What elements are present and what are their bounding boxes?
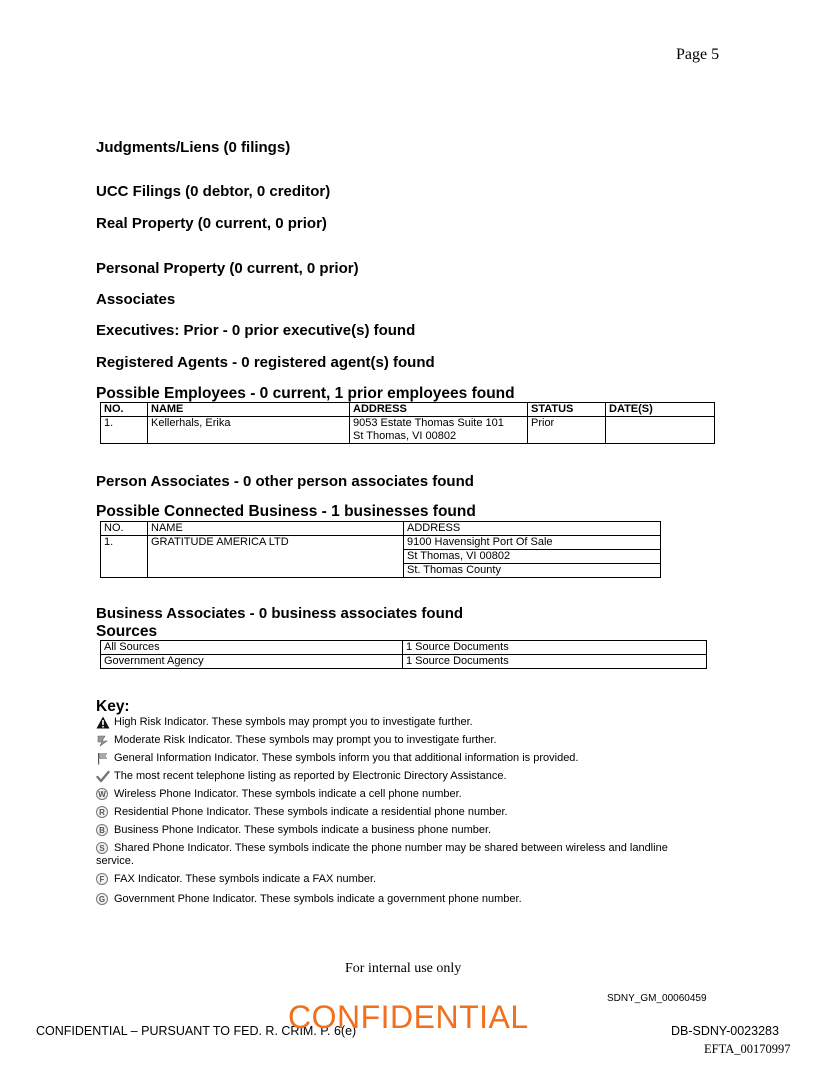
header-dates: DATE(S) xyxy=(606,403,715,417)
header-no: NO. xyxy=(101,522,148,536)
judgments-heading: Judgments/Liens (0 filings) xyxy=(96,139,291,156)
government-icon: G xyxy=(96,893,110,906)
table-header-row xyxy=(101,403,715,417)
cell-status: Prior xyxy=(528,417,606,444)
confidential-stamp: CONFIDENTIAL xyxy=(288,999,529,1035)
key-item-text: Moderate Risk Indicator. These symbols may prompt you to investigate further. xyxy=(114,734,497,746)
key-item-text: The most recent telephone listing as reported by Electronic Directory Assistance. xyxy=(114,770,507,782)
key-item-text: Shared Phone Indicator. These symbols indicate the phone number may be shared between wireless and landline xyxy=(114,842,668,854)
key-item-text: General Information Indicator. These symbols inform you that additional information is provided. xyxy=(114,752,579,764)
key-title: Key: xyxy=(96,698,130,715)
source-value: 1 Source Documents xyxy=(403,655,707,669)
sources-table xyxy=(100,640,707,669)
cell-address xyxy=(404,536,661,578)
header-no: NO. xyxy=(101,403,148,417)
moderate-risk-icon xyxy=(96,734,110,747)
header-name: NAME xyxy=(148,522,404,536)
header-address: ADDRESS xyxy=(404,522,661,536)
key-item-fax xyxy=(96,873,376,886)
header-address: ADDRESS xyxy=(350,403,528,417)
bates-number-top: SDNY_GM_00060459 xyxy=(607,993,707,1004)
header-status: STATUS xyxy=(528,403,606,417)
fax-icon: F xyxy=(96,873,110,886)
key-item-business xyxy=(96,824,491,837)
cell-address xyxy=(350,417,528,444)
table-header-row xyxy=(101,522,661,536)
internal-use-note: For internal use only xyxy=(345,961,462,976)
flag-icon xyxy=(96,752,110,765)
business-icon: B xyxy=(96,824,110,837)
key-item-wireless xyxy=(96,788,462,801)
employees-table xyxy=(100,402,715,444)
key-item-government xyxy=(96,893,522,906)
business-table xyxy=(100,521,661,578)
address-line: St. Thomas County xyxy=(407,564,501,576)
associates-heading: Associates xyxy=(96,291,176,308)
key-item-text: Government Phone Indicator. These symbols indicate a government phone number. xyxy=(114,893,522,905)
key-item-text: Wireless Phone Indicator. These symbols indicate a cell phone number. xyxy=(114,788,462,800)
business-associates-heading: Business Associates - 0 business associates found xyxy=(96,605,464,622)
cell-no: 1. xyxy=(101,417,148,444)
shared-icon: S xyxy=(96,842,110,855)
table-row xyxy=(101,536,661,578)
real-property-heading: Real Property (0 current, 0 prior) xyxy=(96,215,327,232)
cell-name: Kellerhals, Erika xyxy=(148,417,350,444)
registered-agents-heading: Registered Agents - 0 registered agent(s) found xyxy=(96,354,435,371)
key-item-text: FAX Indicator. These symbols indicate a FAX number. xyxy=(114,873,377,885)
person-associates-heading: Person Associates - 0 other person associates found xyxy=(96,473,474,490)
key-item-residential xyxy=(96,806,508,819)
key-item-telephone xyxy=(96,770,507,783)
high-risk-icon xyxy=(96,716,110,729)
source-name: Government Agency xyxy=(101,655,403,669)
table-row xyxy=(101,641,707,655)
key-item-high-risk xyxy=(96,716,473,729)
sources-heading: Sources xyxy=(96,623,158,640)
confidential-notice: CONFIDENTIAL – PURSUANT TO FED. R. CRIM. P. 6(e) xyxy=(36,1024,357,1038)
key-item-general-info xyxy=(96,752,578,765)
page-number: Page 5 xyxy=(676,46,720,63)
key-item-shared xyxy=(96,842,668,855)
possible-employees-heading: Possible Employees - 0 current, 1 prior employees found xyxy=(96,385,515,402)
checkmark-icon xyxy=(96,770,110,783)
bates-number-right: DB-SDNY-0023283 xyxy=(671,1024,779,1038)
key-item-text: Business Phone Indicator. These symbols indicate a business phone number. xyxy=(114,824,492,836)
table-row xyxy=(101,655,707,669)
connected-business-heading: Possible Connected Business - 1 businesses found xyxy=(96,503,476,520)
source-value: 1 Source Documents xyxy=(403,641,707,655)
cell-dates xyxy=(606,417,715,444)
cell-no: 1. xyxy=(101,536,148,578)
efta-number: EFTA_00170997 xyxy=(704,1042,791,1056)
table-row xyxy=(101,417,715,444)
header-name: NAME xyxy=(148,403,350,417)
key-item-text: Residential Phone Indicator. These symbols indicate a residential phone number. xyxy=(114,806,508,818)
personal-property-heading: Personal Property (0 current, 0 prior) xyxy=(96,260,359,277)
key-item-text: High Risk Indicator. These symbols may prompt you to investigate further. xyxy=(114,716,473,728)
source-name: All Sources xyxy=(101,641,403,655)
ucc-heading: UCC Filings (0 debtor, 0 creditor) xyxy=(96,183,331,200)
address-line: 9100 Havensight Port Of Sale xyxy=(404,536,660,550)
address-line: St Thomas, VI 00802 xyxy=(353,430,457,442)
cell-name: GRATITUDE AMERICA LTD xyxy=(148,536,404,578)
address-line: St Thomas, VI 00802 xyxy=(404,550,660,564)
key-item-moderate-risk xyxy=(96,734,497,747)
residential-icon: R xyxy=(96,806,110,819)
wireless-icon: W xyxy=(96,788,110,801)
key-item-text-continued: service. xyxy=(96,855,134,867)
address-line: 9053 Estate Thomas Suite 101 xyxy=(353,417,504,429)
executives-heading: Executives: Prior - 0 prior executive(s) found xyxy=(96,322,416,339)
